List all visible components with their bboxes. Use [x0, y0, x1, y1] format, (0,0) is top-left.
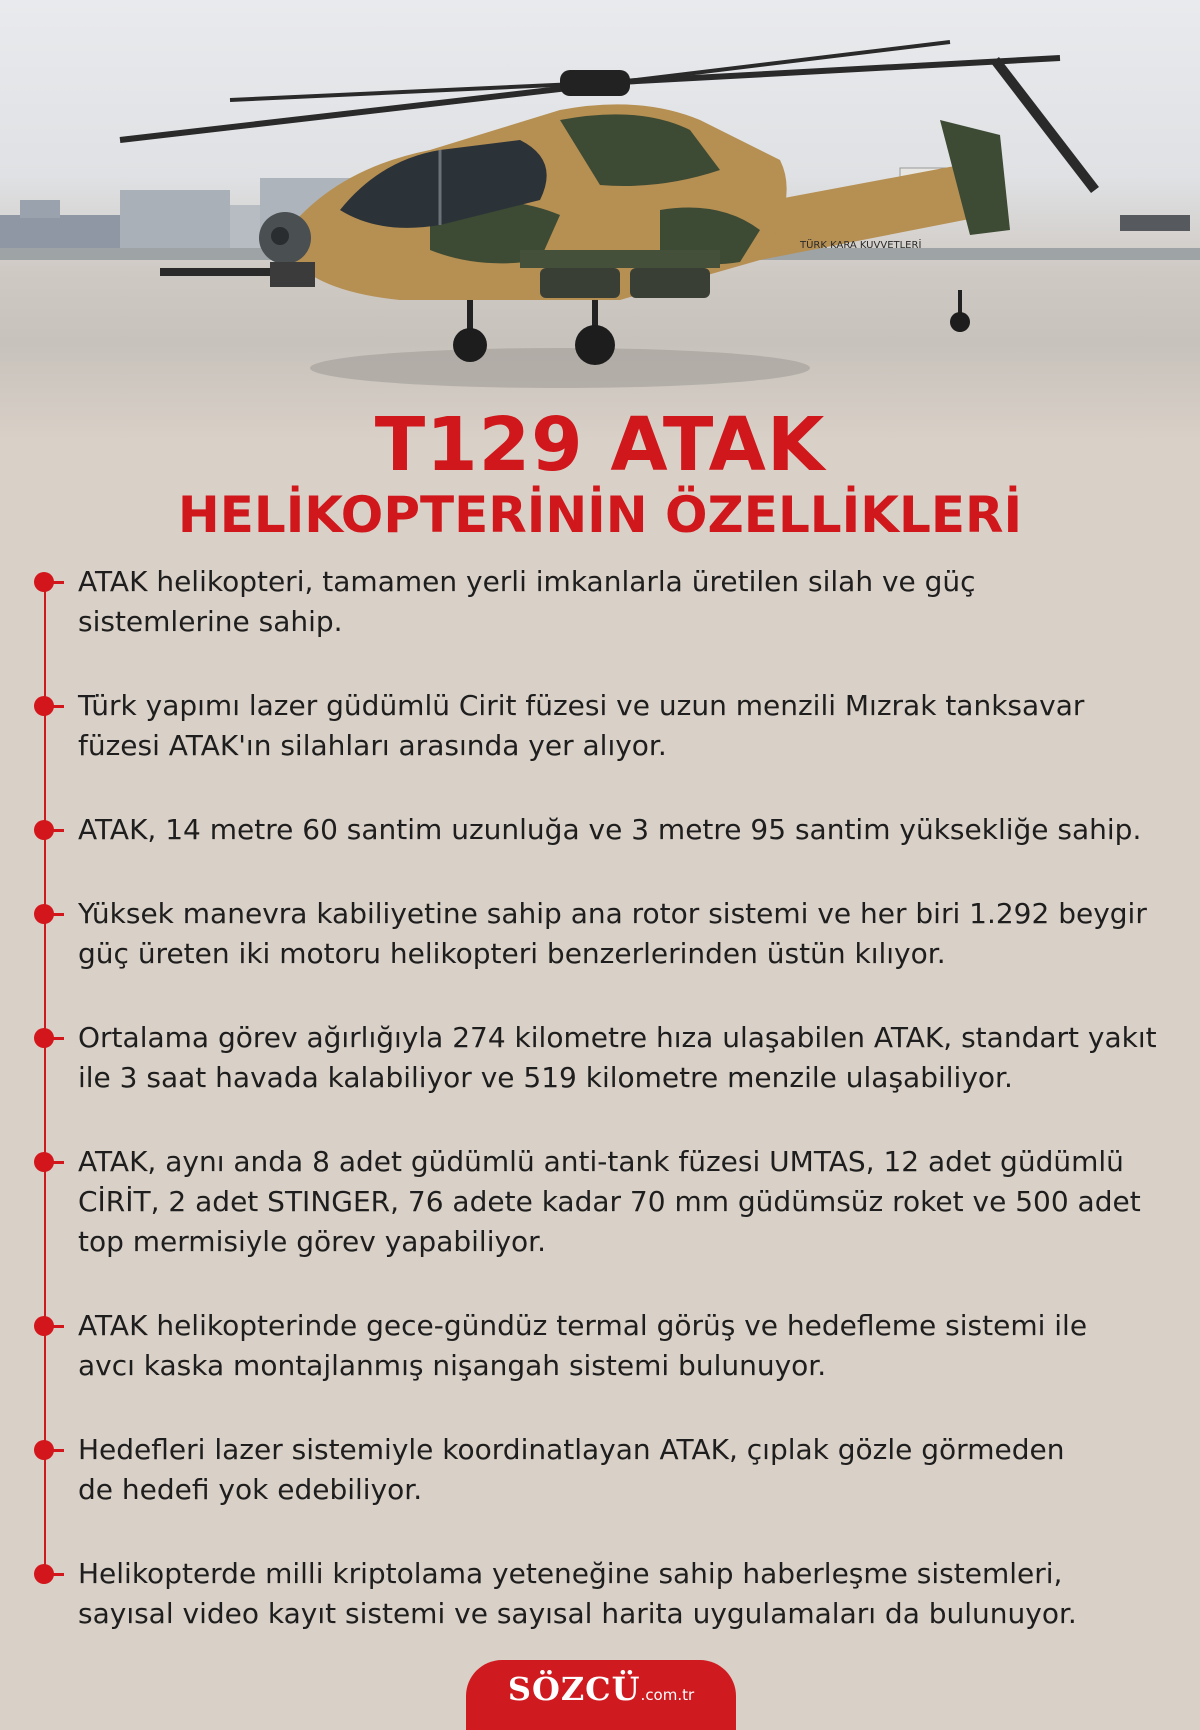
page-title: T129 ATAK	[374, 402, 826, 488]
feature-item	[78, 1554, 1168, 1634]
bullet-icon	[34, 1440, 56, 1462]
building	[0, 215, 120, 253]
helicopter-illustration	[0, 0, 1200, 440]
feature-text: Helikopterde milli kriptolama yeteneğine sahip haberleşme sistemleri,	[78, 1557, 1063, 1590]
feature-text: Hedefleri lazer sistemiyle koordinatlayan ATAK, çıplak gözle görmeden	[78, 1433, 1065, 1466]
feature-text: sistemlerine sahip.	[78, 605, 343, 638]
landing-wheel	[453, 328, 487, 362]
feature-text: güç üreten iki motoru helikopteri benzerlerinden üstün kılıyor.	[78, 937, 946, 970]
sensor-lens	[271, 227, 289, 245]
bullet-icon	[34, 572, 56, 594]
feature-text: Türk yapımı lazer güdümlü Cirit füzesi ve uzun menzili Mızrak tanksavar	[78, 689, 1085, 722]
feature-item	[78, 1430, 1168, 1510]
bullet-icon	[34, 1316, 56, 1338]
hero-photo	[0, 0, 1200, 440]
bullet-icon	[34, 1028, 56, 1050]
tail-wheel	[950, 312, 970, 332]
ground-cart	[1120, 215, 1190, 231]
feature-text: CİRİT, 2 adet STINGER, 76 adete kadar 70 mm güdümsüz roket ve 500 adet	[78, 1185, 1141, 1218]
bullet-icon	[34, 904, 56, 926]
feature-text: top mermisiyle görev yapabiliyor.	[78, 1225, 547, 1258]
feature-text: ile 3 saat havada kalabiliyor ve 519 kilometre menzile ulaşabiliyor.	[78, 1061, 1013, 1094]
building	[20, 200, 60, 218]
brand-logo	[466, 1660, 736, 1730]
feature-text: de hedefi yok edebiliyor.	[78, 1473, 423, 1506]
feature-item	[78, 1142, 1168, 1262]
timeline-line	[44, 584, 46, 1570]
bullet-icon	[34, 696, 56, 718]
logo-wordmark: SÖZCÜ	[507, 1670, 641, 1708]
feature-text: Ortalama görev ağırlığıyla 274 kilometre hıza ulaşabilen ATAK, standart yakıt	[78, 1021, 1157, 1054]
missile-rack	[630, 268, 710, 298]
bullet-icon	[34, 1564, 56, 1586]
title-block	[0, 402, 1200, 544]
feature-item	[78, 810, 1168, 850]
tail-rotor	[995, 60, 1095, 190]
bullet-icon	[34, 1152, 56, 1174]
fuselage-lettering: TÜRK KARA KUVVETLERİ	[800, 240, 922, 251]
feature-item	[78, 686, 1168, 766]
logo-domain: .com.tr	[640, 1686, 695, 1704]
gun-turret	[270, 262, 315, 287]
feature-text: ATAK, aynı anda 8 adet güdümlü anti-tank füzesi UMTAS, 12 adet güdümlü	[78, 1145, 1124, 1178]
feature-text: ATAK helikopteri, tamamen yerli imkanlarla üretilen silah ve güç	[78, 565, 976, 598]
feature-text: ATAK, 14 metre 60 santim uzunluğa ve 3 metre 95 santim yüksekliğe sahip.	[78, 813, 1142, 846]
feature-text: avcı kaska montajlanmış nişangah sistemi bulunuyor.	[78, 1349, 827, 1382]
bullet-icon	[34, 820, 56, 842]
rocket-pod	[540, 268, 620, 298]
helicopter-shadow	[310, 348, 810, 388]
feature-item	[78, 1018, 1168, 1098]
feature-item	[78, 894, 1168, 974]
feature-text: sayısal video kayıt sistemi ve sayısal harita uygulamaları da bulunuyor.	[78, 1597, 1077, 1630]
feature-text: ATAK helikopterinde gece-gündüz termal görüş ve hedefleme sistemi ile	[78, 1309, 1088, 1342]
feature-item	[78, 1306, 1168, 1386]
building	[120, 190, 230, 250]
page-subtitle: HELİKOPTERİNİN ÖZELLİKLERİ	[177, 486, 1023, 544]
feature-text: Yüksek manevra kabiliyetine sahip ana rotor sistemi ve her biri 1.292 beygir	[78, 897, 1147, 930]
rotor-hub	[560, 70, 630, 96]
stub-wing	[520, 250, 720, 268]
feature-text: füzesi ATAK'ın silahları arasında yer alıyor.	[78, 729, 667, 762]
landing-wheel	[575, 325, 615, 365]
feature-item	[78, 562, 1168, 642]
